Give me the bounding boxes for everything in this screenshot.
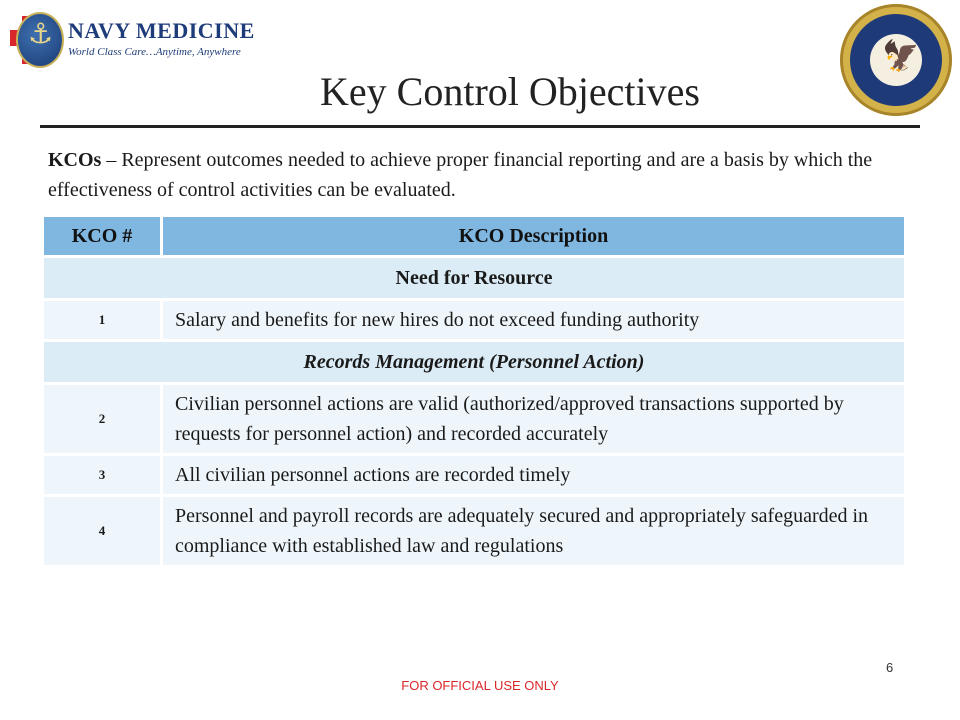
page-number: 6	[886, 660, 894, 675]
kco-number: 2	[44, 384, 162, 455]
kco-description: All civilian personnel actions are recorded timely	[162, 455, 905, 496]
table-row	[44, 496, 904, 566]
table-row	[44, 300, 904, 341]
header-kco-description: KCO Description	[162, 217, 905, 257]
intro-paragraph	[48, 145, 908, 205]
kco-number: 3	[44, 455, 162, 496]
section-title: Need for Resource	[44, 257, 904, 300]
section-row	[44, 341, 904, 384]
eagle-icon: 🦅	[882, 39, 920, 74]
section-title: Records Management (Personnel Action)	[44, 341, 904, 384]
navy-medicine-logo	[4, 4, 255, 74]
section-row	[44, 257, 904, 300]
intro-text: – Represent outcomes needed to achieve proper financial reporting and are a basis by which the effectiveness of control activities can be evaluated.	[48, 149, 873, 201]
anchor-icon: ⚓	[28, 17, 54, 50]
kco-description: Civilian personnel actions are valid (authorized/approved transactions supported by requests for personnel action) and recorded accurately	[162, 384, 905, 455]
title-divider	[40, 125, 920, 128]
header-kco-number: KCO #	[44, 217, 162, 257]
kco-description: Salary and benefits for new hires do not exceed funding authority	[162, 300, 905, 341]
kco-number: 1	[44, 300, 162, 341]
intro-term: KCOs	[48, 149, 102, 171]
logo-brand-text: NAVY MEDICINE	[68, 18, 255, 43]
slide-title: Key Control Objectives	[320, 69, 700, 114]
table-header-row	[44, 217, 904, 257]
kco-number: 4	[44, 496, 162, 566]
logo-tagline: World Class Care…Anytime, Anywhere	[68, 46, 241, 58]
kco-description: Personnel and payroll records are adequately secured and appropriately safeguarded in compliance with established law and regulations	[162, 496, 905, 566]
table-row	[44, 384, 904, 455]
classification-footer: FOR OFFICIAL USE ONLY	[401, 678, 559, 693]
kco-table	[44, 217, 904, 565]
table-row	[44, 455, 904, 496]
